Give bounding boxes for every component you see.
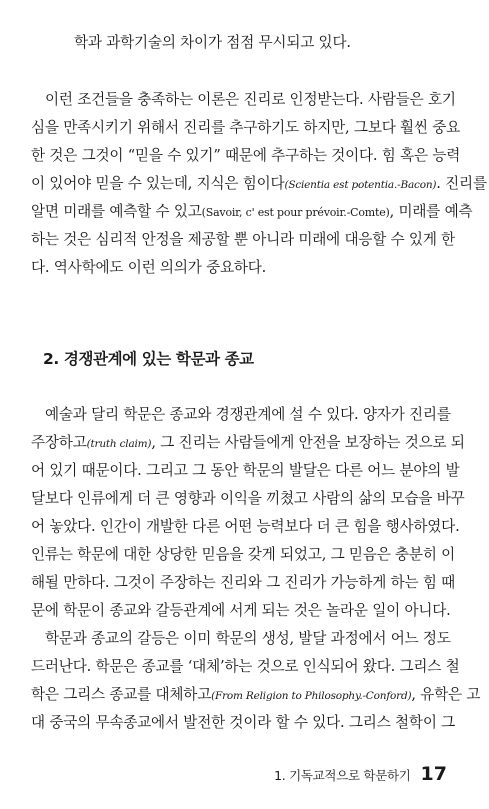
citation-bacon: (Scientia est potentia.-Bacon): [284, 179, 437, 191]
text-line-content: 심을 만족시키기 위해서 진리를 추구하기도 하지만, 그보다 훨씬 중요: [31, 119, 461, 136]
text-fragment: . 진리를: [436, 175, 487, 192]
section-heading: 2. 경쟁관계에 있는 학문과 종교: [43, 350, 254, 368]
text-line: [31, 146, 461, 166]
text-line-content: 대 중국의 무속종교에서 발전한 것이라 할 수 있다. 그리스 철학이 그: [31, 714, 456, 731]
text-line-content: 문에 학문이 종교와 갈등관계에 서게 되는 것은 놀라운 일이 아니다.: [31, 602, 451, 619]
text-line-content: [31, 174, 487, 195]
text-line-content: [31, 202, 472, 223]
citation-cornford: (From Religion to Philosophy.-Conford): [211, 690, 412, 702]
text-line: [31, 174, 487, 195]
text-line: [31, 230, 456, 250]
text-line: [31, 90, 456, 110]
text-line: [31, 489, 465, 509]
text-line-content: 학과 과학기술의 차이가 점점 무시되고 있다.: [74, 34, 351, 51]
text-line: [31, 517, 460, 537]
page-footer: [274, 763, 447, 785]
text-line-content: 인류는 학문에 대한 상당한 믿음을 갖게 되었고, 그 믿음은 충분히 이: [31, 546, 456, 563]
text-line-content: 다. 역사학에도 이런 의의가 중요하다.: [31, 259, 267, 276]
text-line: [31, 258, 446, 278]
text-fragment: , 유학은 고: [411, 686, 481, 703]
text-line: [31, 118, 461, 138]
text-line-content: 드러난다. 학문은 종교를 ‘대체’하는 것으로 인식되어 왔다. 그리스 철: [31, 658, 460, 675]
text-line-content: [31, 685, 480, 706]
text-line: [31, 405, 451, 425]
text-fragment: , 미래를 예측: [389, 203, 473, 220]
text-fragment: 알면 미래를 예측할 수 있고: [31, 203, 202, 220]
text-line: [31, 461, 460, 481]
text-line-content: 학문과 종교의 갈등은 이미 학문의 생성, 발달 과정에서 어느 정도: [45, 630, 451, 647]
text-line-content: 예술과 달리 학문은 종교와 경쟁관계에 설 수 있다. 양자가 진리를: [45, 406, 451, 423]
text-fragment: 이 있어야 믿을 수 있는데, 지식은 힘이다: [31, 175, 285, 192]
text-line-content: 달보다 인류에게 더 큰 영향과 이익을 끼쳤고 사람의 삶의 모습을 바꾸: [31, 490, 465, 507]
text-line: [31, 685, 481, 706]
text-line-content: 해될 만하다. 그것이 주장하는 진리와 그 진리가 가능하게 하는 힘 때: [31, 574, 456, 591]
chapter-title: 1. 기독교적으로 학문하기: [274, 768, 411, 783]
text-line-content: [31, 433, 465, 454]
text-line: [31, 433, 465, 454]
text-fragment: 학은 그리스 종교를 대체하고: [31, 686, 212, 703]
citation-comte: (Savoir, c' est pour prévoir.-Comte): [201, 206, 390, 219]
text-line-content: 하는 것은 심리적 안정을 제공할 뿐 아니라 미래에 대응할 수 있게 한: [31, 231, 456, 248]
text-line: [31, 713, 456, 733]
text-line: [31, 545, 456, 565]
text-fragment: 주장하고: [31, 434, 87, 451]
text-fragment: , 그 진리는 사람들에게 안전을 보장하는 것으로 되: [151, 434, 465, 451]
text-line-content: 어 있기 때문이다. 그리고 그 동안 학문의 발달은 다른 어느 분야의 발: [31, 462, 460, 479]
text-line: [31, 202, 473, 223]
text-line: [31, 629, 451, 649]
text-line: [74, 33, 489, 53]
text-line: [31, 573, 456, 593]
text-line: [31, 657, 460, 677]
text-line-content: 어 놓았다. 인간이 개발한 다른 어떤 능력보다 더 큰 힘을 행사하였다.: [31, 518, 460, 535]
citation-truth-claim: (truth claim): [86, 438, 152, 450]
text-line: [31, 601, 451, 621]
page-number: 17: [420, 763, 447, 785]
text-line-content: 이런 조건들을 충족하는 이론은 진리로 인정받는다. 사람들은 호기: [45, 91, 456, 108]
text-line-content: 한 것은 그것이 “믿을 수 있기” 때문에 추구하는 것이다. 힘 혹은 능력: [31, 147, 461, 164]
